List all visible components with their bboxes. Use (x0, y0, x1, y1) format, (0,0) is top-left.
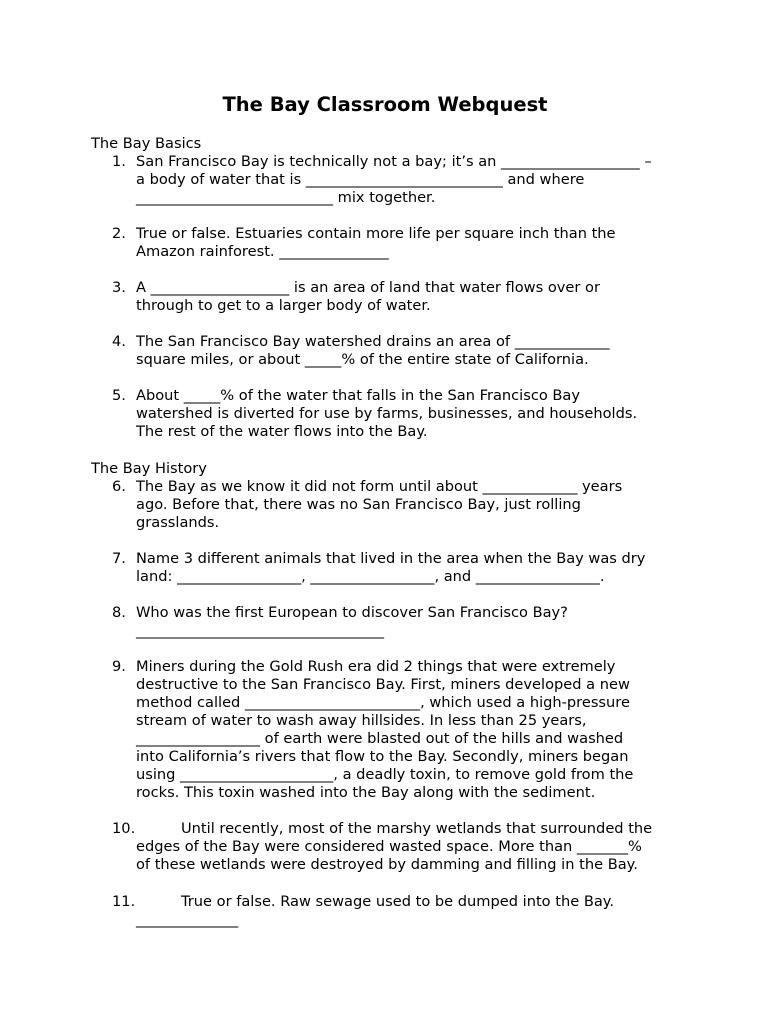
question-text: True or false. Estuaries contain more life per square inch than the Amazon rainforest. _______________ (136, 225, 616, 260)
question-number: 10. (112, 820, 136, 837)
question-text: Until recently, most of the marshy wetlands that surrounded the edges of the Bay were considered wasted space. More than _______% of these wetlands were destroyed by damming and filling in the Bay. (136, 820, 653, 873)
question-4 (112, 333, 687, 369)
question-text: Name 3 different animals that lived in the area when the Bay was dry land: _________________, _________________, and _________________. (136, 550, 646, 585)
question-10 (112, 820, 687, 874)
question-text: San Francisco Bay is technically not a bay; it’s an ___________________ – a body of water that is ___________________________ and where ___________________________ mix together. (136, 153, 652, 206)
page-title: The Bay Classroom Webquest (222, 93, 548, 116)
question-number: 8. (112, 604, 126, 621)
question-number: 1. (112, 153, 126, 170)
question-number: 4. (112, 333, 126, 350)
question-number: 6. (112, 478, 126, 495)
question-8 (112, 604, 687, 640)
question-5 (112, 387, 687, 441)
question-text: About _____% of the water that falls in the San Francisco Bay watershed is diverted for use by farms, businesses, and households. The rest of the water flows into the Bay. (136, 387, 638, 440)
question-number: 7. (112, 550, 126, 567)
question-9 (112, 658, 687, 802)
question-text: The San Francisco Bay watershed drains an area of _____________ square miles, or about _____% of the entire state of California. (136, 333, 610, 368)
question-number: 11. (112, 893, 136, 910)
question-number: 3. (112, 279, 126, 296)
question-number: 5. (112, 387, 126, 404)
question-number: 2. (112, 225, 126, 242)
question-3 (112, 279, 687, 315)
question-text: The Bay as we know it did not form until about _____________ years ago. Before that, there was no San Francisco Bay, just rolling grasslands. (136, 478, 623, 531)
question-text: True or false. Raw sewage used to be dumped into the Bay. ______________ (136, 893, 614, 928)
question-11 (112, 893, 687, 929)
section-heading-history: The Bay History (91, 460, 207, 477)
question-2 (112, 225, 687, 261)
question-number: 9. (112, 658, 126, 675)
question-text: A ___________________ is an area of land that water flows over or through to get to a larger body of water. (136, 279, 600, 314)
question-7 (112, 550, 687, 586)
question-text: Who was the first European to discover San Francisco Bay? __________________________________ (136, 604, 568, 639)
section-heading-basics: The Bay Basics (91, 135, 202, 152)
question-text: Miners during the Gold Rush era did 2 things that were extremely destructive to the San Francisco Bay. First, miners developed a new method called ________________________, which used a high-pressure stream of water to wash away hillsides. In less than 25 years, _________________ of earth were blasted out of the hills and washed into California’s rivers that flow to the Bay. Secondly, miners began using _____________________, a deadly toxin, to remove gold from the rocks. This toxin washed into the Bay along with the sediment. (136, 658, 634, 801)
question-6 (112, 478, 687, 532)
question-1 (112, 153, 687, 207)
